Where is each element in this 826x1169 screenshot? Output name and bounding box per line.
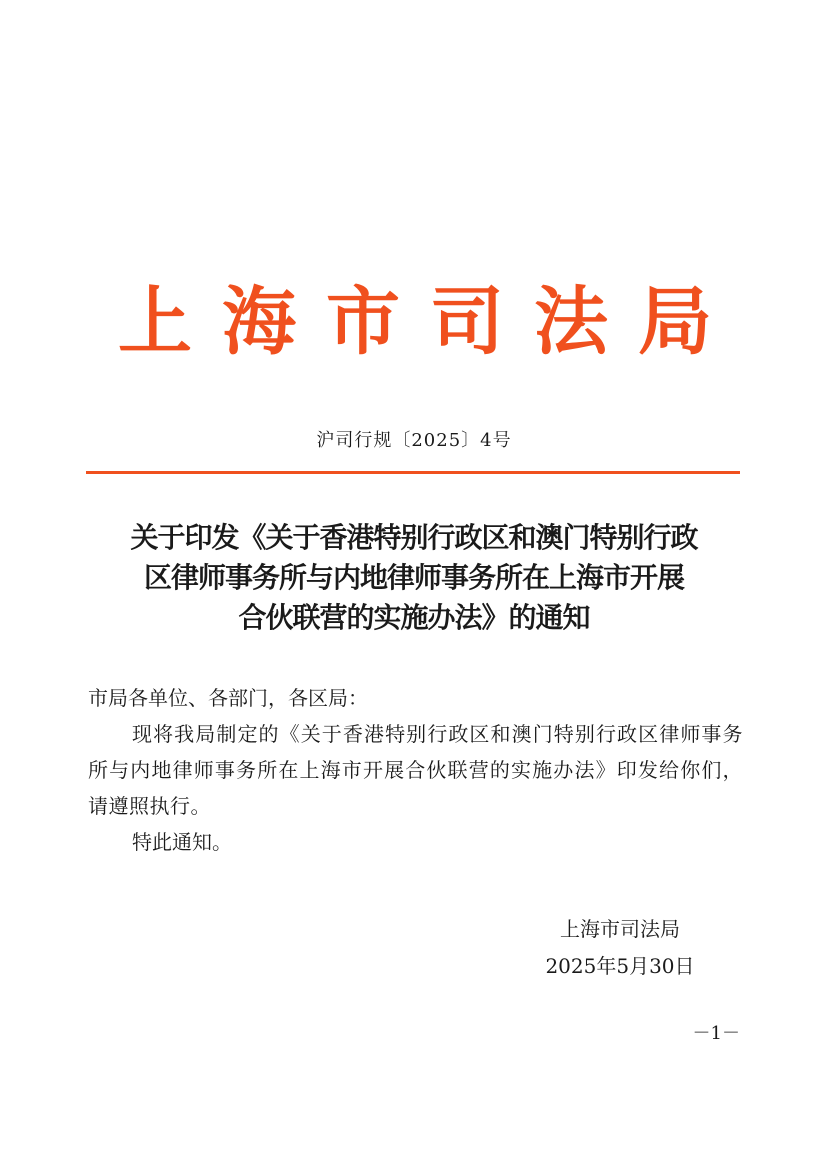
body-paragraph: 现将我局制定的《关于香港特别行政区和澳门特别行政区律师事务所与内地律师事务所在上海市开展合伙联营的实施办法》印发给你们，请遵照执行。 bbox=[88, 722, 743, 818]
document-title bbox=[88, 518, 740, 638]
signature-issuer: 上海市司法局 bbox=[560, 917, 680, 941]
document-number: 沪司行规〔2025〕4号 bbox=[316, 430, 512, 451]
page-number: －1－ bbox=[692, 1023, 740, 1044]
signature-date: 2025年5月30日 bbox=[545, 954, 695, 978]
signature-block bbox=[520, 911, 720, 985]
salutation: 市局各单位、各部门，各区局： bbox=[88, 686, 368, 710]
closing-remark: 特此通知。 bbox=[132, 830, 232, 854]
document-body bbox=[88, 680, 743, 860]
title-line-1: 关于印发《关于香港特别行政区和澳门特别行政 bbox=[130, 521, 698, 554]
issuing-authority-header: 上海市司法局 bbox=[118, 279, 742, 365]
title-line-3: 合伙联营的实施办法》的通知 bbox=[238, 601, 590, 634]
title-line-2: 区律师事务所与内地律师事务所在上海市开展 bbox=[143, 561, 684, 594]
red-divider-line bbox=[86, 471, 740, 474]
